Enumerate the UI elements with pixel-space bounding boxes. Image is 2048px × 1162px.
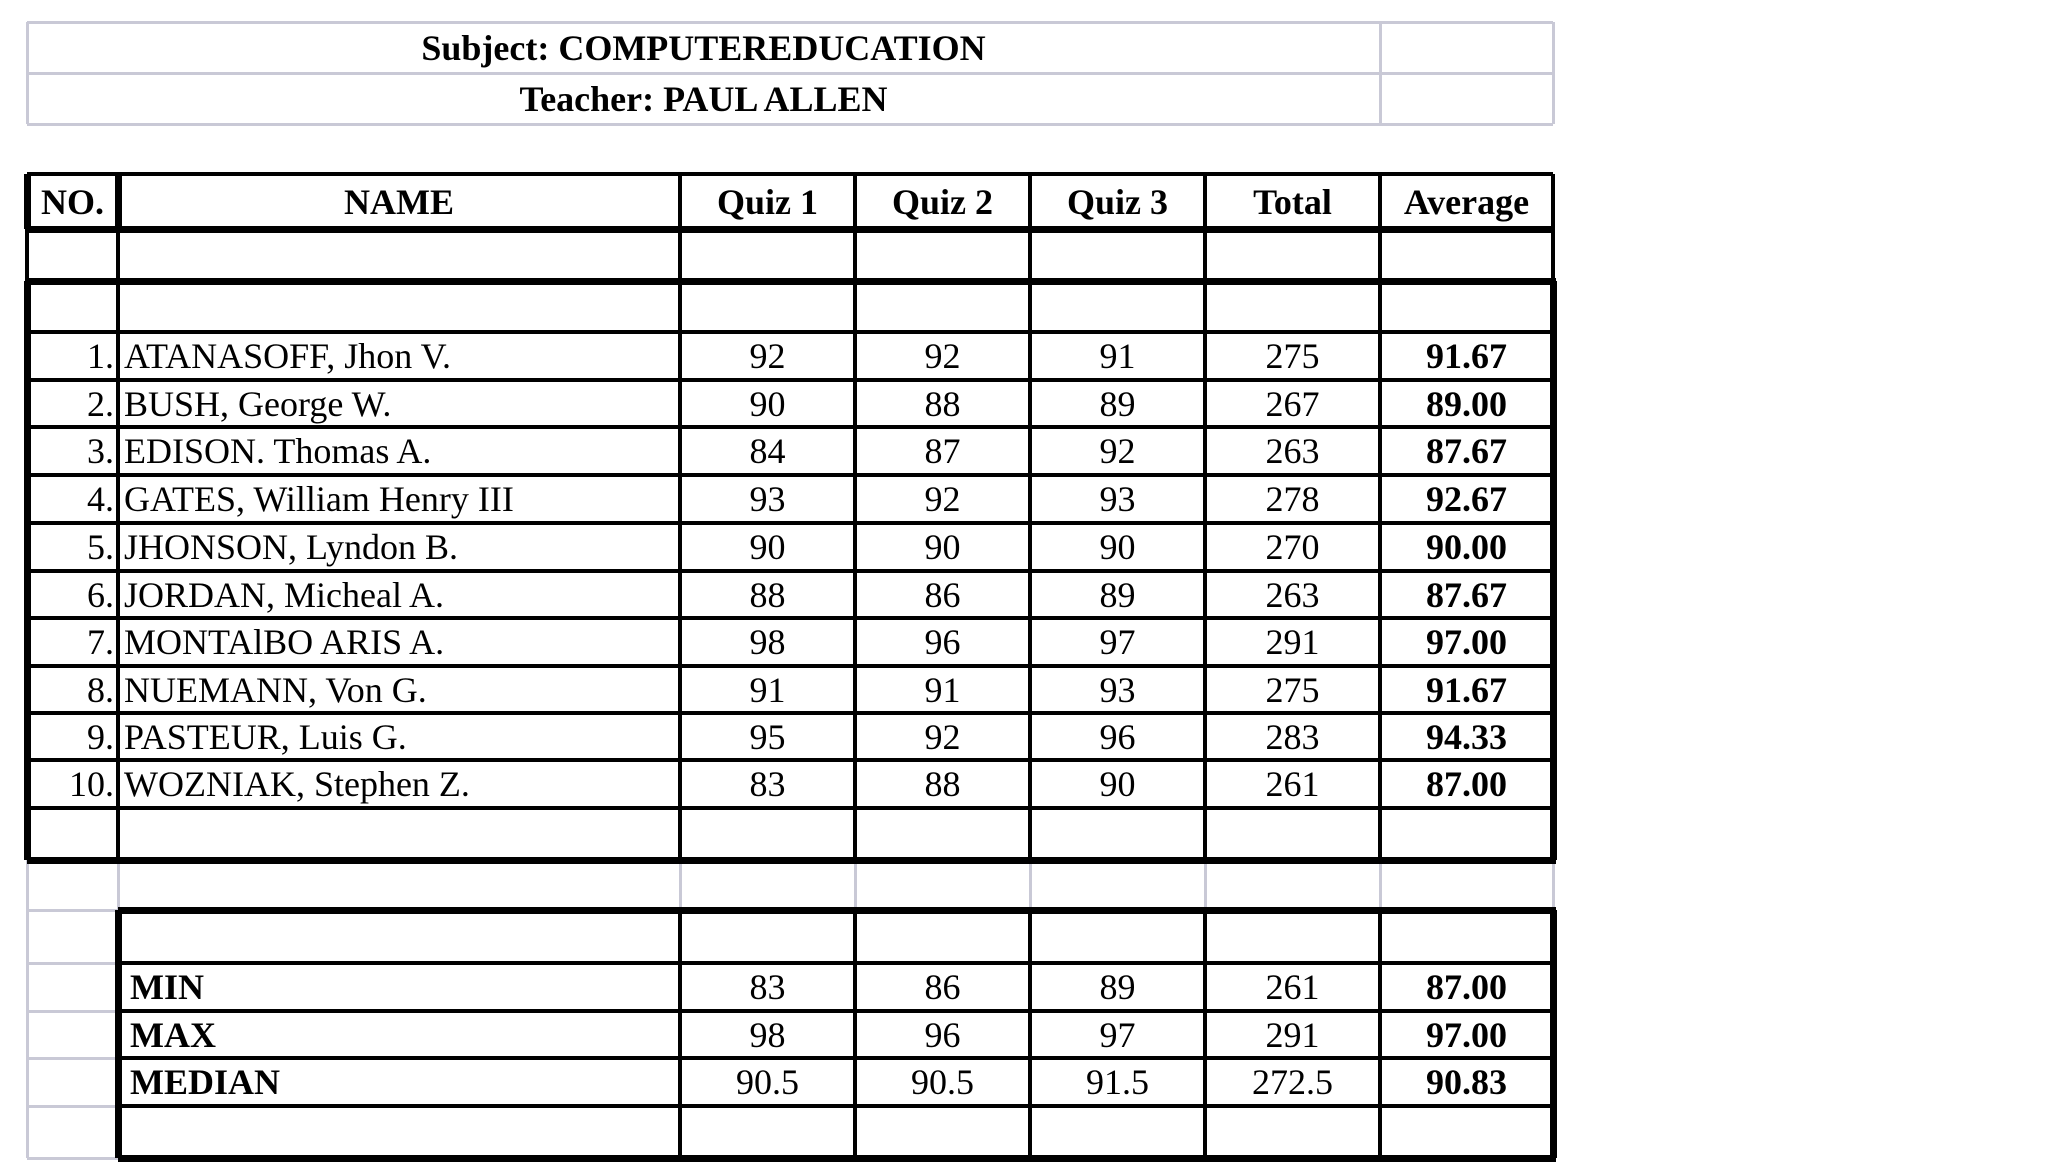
- student-total-cell[interactable]: 278: [1265, 479, 1320, 519]
- gap-gridline: [27, 1010, 118, 1013]
- gap-gridline: [1552, 860, 1555, 910]
- student-quiz-3-cell[interactable]: 92: [1099, 431, 1136, 471]
- summary-average-cell[interactable]: 97.00: [1426, 1014, 1507, 1055]
- summary-label-cell[interactable]: MIN: [130, 967, 204, 1007]
- student-total-cell[interactable]: 291: [1265, 622, 1320, 662]
- summary-quiz-2-cell[interactable]: 86: [924, 967, 961, 1007]
- gap-gridline: [27, 962, 118, 965]
- student-number-cell[interactable]: 4.: [87, 479, 114, 519]
- student-quiz-1-cell[interactable]: 92: [749, 336, 786, 376]
- student-total-cell[interactable]: 275: [1265, 669, 1320, 710]
- summary-quiz-1-cell[interactable]: 83: [749, 967, 786, 1007]
- student-quiz-3-cell[interactable]: 97: [1099, 622, 1136, 662]
- gap-gridline: [26, 860, 29, 910]
- student-quiz-2-cell[interactable]: 96: [924, 622, 961, 662]
- student-name-cell[interactable]: BUSH, George W.: [124, 383, 392, 424]
- student-number-cell[interactable]: 6.: [87, 574, 114, 615]
- column-header-name[interactable]: NAME: [344, 181, 454, 222]
- data-block-bottom: [27, 857, 1556, 864]
- student-quiz-3-cell[interactable]: 93: [1099, 479, 1136, 519]
- column-header-no[interactable]: NO.: [41, 181, 104, 222]
- column-header-average[interactable]: Average: [1403, 181, 1530, 222]
- column-header-quiz-1[interactable]: Quiz 1: [716, 181, 818, 222]
- gap-gridline: [117, 860, 120, 910]
- student-quiz-2-cell[interactable]: 92: [924, 479, 961, 519]
- student-number-cell[interactable]: 8.: [87, 669, 114, 710]
- student-number-cell[interactable]: 1.: [87, 336, 114, 376]
- summary-quiz-2-cell[interactable]: 96: [924, 1014, 961, 1055]
- student-total-cell[interactable]: 263: [1265, 574, 1320, 615]
- student-total-cell[interactable]: 263: [1265, 431, 1320, 471]
- student-name-cell[interactable]: GATES, William Henry III: [124, 479, 514, 519]
- gap-gridline: [854, 860, 857, 910]
- gap-gridline: [27, 1057, 118, 1060]
- student-average-cell[interactable]: 92.67: [1426, 479, 1507, 519]
- gap-gridline: [1204, 860, 1207, 910]
- student-quiz-3-cell[interactable]: 90: [1099, 764, 1136, 804]
- summary-quiz-1-cell[interactable]: 98: [749, 1014, 786, 1055]
- summary-quiz-3-cell[interactable]: 89: [1099, 967, 1136, 1007]
- student-quiz-2-cell[interactable]: 88: [924, 383, 961, 424]
- student-name-cell[interactable]: WOZNIAK, Stephen Z.: [124, 764, 470, 804]
- column-border: [116, 229, 120, 281]
- student-quiz-2-cell[interactable]: 86: [924, 574, 961, 615]
- gap-gridline: [26, 910, 29, 1158]
- student-average-cell[interactable]: 87.67: [1426, 431, 1507, 471]
- student-total-cell[interactable]: 261: [1265, 764, 1320, 804]
- gap-gridline: [679, 860, 682, 910]
- student-quiz-2-cell[interactable]: 87: [924, 431, 961, 471]
- student-number-cell[interactable]: 10.: [69, 764, 114, 804]
- student-name-cell[interactable]: ATANASOFF, Jhon V.: [124, 336, 452, 376]
- student-total-cell[interactable]: 270: [1265, 527, 1320, 567]
- student-quiz-3-cell[interactable]: 89: [1099, 574, 1136, 615]
- student-quiz-1-cell[interactable]: 83: [749, 764, 786, 804]
- student-name-cell[interactable]: JORDAN, Micheal A.: [124, 574, 444, 615]
- student-total-cell[interactable]: 283: [1265, 716, 1320, 757]
- student-quiz-1-cell[interactable]: 90: [749, 527, 786, 567]
- student-name-cell[interactable]: JHONSON, Lyndon B.: [124, 527, 459, 567]
- summary-quiz-2-cell[interactable]: 90.5: [911, 1062, 974, 1102]
- student-quiz-1-cell[interactable]: 84: [749, 431, 786, 471]
- student-total-cell[interactable]: 267: [1265, 383, 1320, 424]
- student-quiz-2-cell[interactable]: 88: [924, 764, 961, 804]
- student-quiz-2-cell[interactable]: 90: [924, 527, 961, 567]
- gap-gridline: [27, 1157, 118, 1160]
- gap-gridline: [1029, 860, 1032, 910]
- student-quiz-3-cell[interactable]: 93: [1099, 669, 1136, 710]
- student-average-cell[interactable]: 91.67: [1426, 669, 1507, 710]
- column-header-total[interactable]: Total: [1253, 181, 1332, 222]
- summary-average-cell[interactable]: 87.00: [1426, 967, 1507, 1007]
- student-quiz-1-cell[interactable]: 93: [749, 479, 786, 519]
- student-quiz-3-cell[interactable]: 89: [1099, 383, 1136, 424]
- summary-block-bottom: [118, 1155, 1556, 1162]
- student-quiz-3-cell[interactable]: 91: [1099, 336, 1136, 376]
- summary-total-cell[interactable]: 291: [1265, 1014, 1320, 1055]
- summary-quiz-3-cell[interactable]: 91.5: [1086, 1062, 1149, 1102]
- column-header-quiz-2[interactable]: Quiz 2: [891, 181, 993, 222]
- student-number-cell[interactable]: 2.: [87, 383, 114, 424]
- teacher-title[interactable]: Teacher: PAUL ALLEN: [519, 78, 888, 119]
- student-quiz-3-cell[interactable]: 90: [1099, 527, 1136, 567]
- student-quiz-1-cell[interactable]: 95: [749, 716, 786, 757]
- summary-block-top: [118, 907, 1556, 914]
- student-quiz-3-cell[interactable]: 96: [1099, 716, 1136, 757]
- student-name-cell[interactable]: PASTEUR, Luis G.: [124, 716, 407, 757]
- student-quiz-2-cell[interactable]: 92: [924, 336, 961, 376]
- summary-label-cell[interactable]: MAX: [130, 1014, 216, 1055]
- student-average-cell[interactable]: 87.00: [1426, 764, 1507, 804]
- student-quiz-2-cell[interactable]: 91: [924, 669, 961, 710]
- student-average-cell[interactable]: 97.00: [1426, 622, 1507, 662]
- header-gridline: [1552, 22, 1555, 124]
- summary-label-cell[interactable]: MEDIAN: [130, 1062, 280, 1102]
- student-quiz-2-cell[interactable]: 92: [924, 716, 961, 757]
- student-number-cell[interactable]: 3.: [87, 431, 114, 471]
- gap-gridline: [1379, 860, 1382, 910]
- student-average-cell[interactable]: 89.00: [1426, 383, 1507, 424]
- summary-quiz-3-cell[interactable]: 97: [1099, 1014, 1136, 1055]
- subject-title[interactable]: Subject: COMPUTEREDUCATION: [421, 27, 986, 68]
- student-name-cell[interactable]: NUEMANN, Von G.: [124, 669, 427, 710]
- student-number-cell[interactable]: 5.: [87, 527, 114, 567]
- student-number-cell[interactable]: 9.: [87, 716, 114, 757]
- student-name-cell[interactable]: MONTAlBO ARIS A.: [124, 622, 445, 662]
- student-quiz-1-cell[interactable]: 88: [749, 574, 786, 615]
- student-average-cell[interactable]: 87.67: [1426, 574, 1507, 615]
- student-quiz-1-cell[interactable]: 98: [749, 622, 786, 662]
- student-quiz-1-cell[interactable]: 91: [749, 669, 786, 710]
- data-block-top: [27, 278, 1556, 285]
- summary-average-cell[interactable]: 90.83: [1426, 1062, 1507, 1102]
- student-average-cell[interactable]: 90.00: [1426, 527, 1507, 567]
- student-average-cell[interactable]: 94.33: [1426, 716, 1507, 757]
- student-number-cell[interactable]: 7.: [87, 622, 114, 662]
- student-quiz-1-cell[interactable]: 90: [749, 383, 786, 424]
- summary-quiz-1-cell[interactable]: 90.5: [736, 1062, 799, 1102]
- student-total-cell[interactable]: 275: [1265, 336, 1320, 376]
- student-name-cell[interactable]: EDISON. Thomas A.: [124, 431, 432, 471]
- summary-total-cell[interactable]: 272.5: [1252, 1062, 1333, 1102]
- student-average-cell[interactable]: 91.67: [1426, 336, 1507, 376]
- column-border: [25, 229, 29, 281]
- summary-total-cell[interactable]: 261: [1265, 967, 1320, 1007]
- gap-gridline: [27, 1105, 118, 1108]
- column-header-quiz-3[interactable]: Quiz 3: [1066, 181, 1168, 222]
